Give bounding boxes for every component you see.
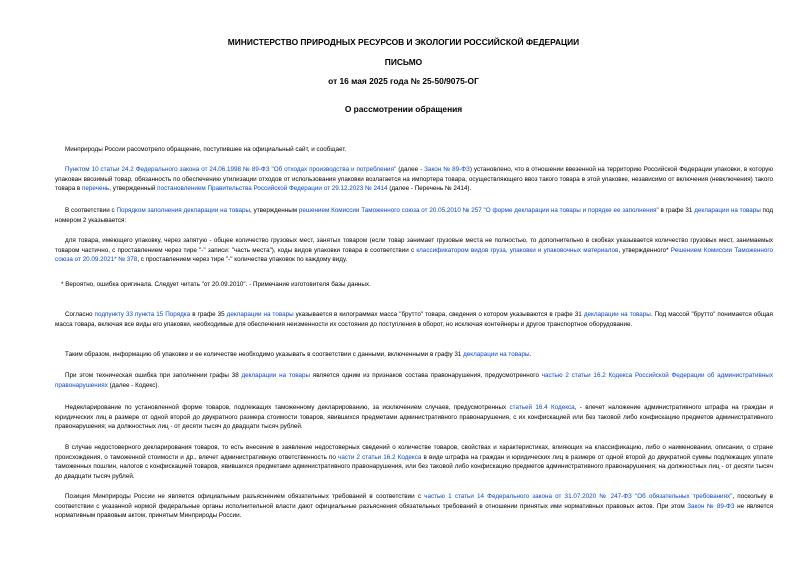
footnote: * Вероятно, ошибка оригинала. Следует читать "от 20.09.2010". - Примечание изготовителя базы данных. [61,281,371,288]
paragraph-gross-mass: Согласно подпункту 33 пункта 15 Порядка в графе 35 декларации на товары указывается в килограммах масса "брутто" товара, сведения о котором указываются в графе 31 декларации на товары. Под массой "брутто" понимается общая масса товара, включая все виды его упаковки, необходимые для обеспечения неизменности их состояния до поступления в оборот, но исключая контейнеры и другое транспортное оборудование. [55,311,773,328]
link-decision-257[interactable]: решением Комиссии Таможенного союза от 20.05.2010 № 257 "О форме декларации на товары и порядке ее заполнения" [298,207,659,214]
document-date-number: от 16 мая 2025 года № 25-50/9075-ОГ [328,76,479,86]
link-subitem-33[interactable]: подпункту 33 пункта 15 Порядка [94,311,191,318]
link-law-247[interactable]: частью 1 статьи 14 Федерального закона от 31.07.2020 № 247-ФЗ "Об обязательных требованиях" [424,493,733,500]
link-declaration[interactable]: декларации на товары [241,372,311,379]
document-type: ПИСЬМО [384,57,423,67]
paragraph-packaging-rule: для товара, имеющего упаковку, через запятую - общее количество грузовых мест, занятых товаром (если товар занимает грузовые места не полностью, то дополнительно в скобках указывается количество грузовых мест, занимаемых товаром частично, с проставлением через тире "-" записи: "часть места"), коды видов упаковки товара в соответствии с классификатором видов груза, упаковки и упаковочных материалов, утвержденного* Решением Комиссии Таможенного союза от 20.09.2021* № 378, с проставлением через тире "-" количества упаковок по каждому виду. [55,237,773,264]
paragraph-position: Позиция Минприроды России не является официальным разъяснением обязательных требований в соответствии с частью 1 статьи 14 Федерального закона от 31.07.2020 № 247-ФЗ "Об обязательных требованиях", поскольку в соответствии с указанной нормой федеральные органы исполнительной власти дают официальные разъяснения обязательных требований в отношении принятых ими нормативных правовых актов. При этом Закон № 89-ФЗ не является нормативным правовым актом, принятым Минприроды России. [55,493,773,520]
link-koap-16-4[interactable]: статьей 16.4 Кодекса [509,404,575,411]
document-subject: О рассмотрении обращения [344,104,463,114]
link-law-89-article[interactable]: Пунктом 10 статьи 24.2 Федерального закона от 24.06.1998 № 89-ФЗ "Об отходах производства и потребления" [65,166,397,173]
link-declaration[interactable]: декларации на товары [694,207,761,214]
link-koap-16-2-part-2[interactable]: частью 2 статьи 16.2 Кодекса Российской Федерации об административных правонарушениях [55,372,773,389]
paragraph-technical-error: При этом техническая ошибка при заполнении графы 38 декларации на товары является одним из признаков состава правонарушения, предусмотренного частью 2 статьи 16.2 Кодекса Российской Федерации об административных правонарушениях (далее - Кодекс). [55,372,773,389]
paragraph-declaration-order: В соответствии с Порядком заполнения декларации на товары, утвержденным решением Комиссии Таможенного союза от 20.05.2010 № 257 "О форме декларации на товары и порядке ее заполнения" в графе 31 декларации на товары под номером 2 указывается: [55,207,773,224]
link-postanovlenie-2414[interactable]: постановлением Правительства Российской Федерации от 29.12.2023 № 2414 [157,185,388,193]
ministry-heading: МИНИСТЕРСТВО ПРИРОДНЫХ РЕСУРСОВ И ЭКОЛОГИИ РОССИЙСКОЙ ФЕДЕРАЦИИ [227,37,580,47]
paragraph-intro: Минприроды России рассмотрело обращение, поступившее на официальный сайт, и сообщает. [65,146,347,153]
link-declaration[interactable]: декларации на товары [583,311,651,318]
link-declaration[interactable]: декларации на товары [226,311,294,318]
link-perechen[interactable]: перечень [81,185,110,193]
link-declaration[interactable]: декларации на товары [463,351,530,358]
link-law-89[interactable]: Закон № 89-ФЗ [424,166,470,173]
link-decision-378[interactable]: Решением Комиссии Таможенного союза от 20.09.2021* № 378 [55,246,773,264]
link-koap-16-2-part-2[interactable]: части 2 статьи 16.2 Кодекса [338,453,422,461]
paragraph-false-declaration: В случае недостоверного декларирования товаров, то есть внесение в заявление недостоверных сведений о количестве товаров, свойствах и характеристиках, влияющих на классификацию, либо о наименовании, описании, о стране происхождения, о таможенной стоимости и др., влечет административную ответственность по части 2 статьи 16.2 Кодекса в виде штрафа на граждан и юридических лиц в размере от одной второй до двукратной суммы подлежащих уплате таможенных пошлин, налогов с конфискацией товаров, явившихся предметами административного правонарушения, или без таковой либо конфискацию предметов административного правонарушения; на должностных лиц - от десяти тысяч до двадцати тысяч рублей. [55,444,774,480]
link-declaration-order[interactable]: Порядком заполнения декларации на товары [116,207,251,214]
link-law-89[interactable]: Закон № 89-ФЗ [687,502,735,510]
paragraph-conclusion: Таким образом, информацию об упаковке и ее количестве необходимо указывать в соответствии с данными, включенными в графу 31 декларации на товары. [65,351,532,358]
paragraph-nondeclaration: Недекларирование по установленной форме товаров, подлежащих таможенному декларированию, за исключением случаев, предусмотренных статьей 16.4 Кодекса, - влечет наложение административного штрафа на граждан и юридических лиц в размере от одной второй до двукратного размера стоимости товаров, явившихся предметами административного правонарушения, с их конфискацией или без таковой либо конфискацию предметов административного правонарушения; на должностных лиц - от десяти тысяч до двадцати тысяч рублей. [55,404,773,431]
paragraph-law-89: Пунктом 10 статьи 24.2 Федерального закона от 24.06.1998 № 89-ФЗ "Об отходах производства и потребления" (далее - Закон № 89-ФЗ) установлено, что в отношении ввезенной на территорию Российской Федерации упаковки, в которую упакован ввозимый товар, обязанность по обеспечению утилизации отходов от использования упаковки возлагается на импортера товара, осуществляющего ввоз такого товара в этой упаковке, независимо от включения (невключения) такого товара в перечень, утвержденный постановлением Правительства Российской Федерации от 29.12.2023 № 2414 (далее - Перечень № 2414). [55,166,774,193]
link-cargo-classifier[interactable]: классификатором видов груза, упаковки и упаковочных материалов [416,246,619,254]
